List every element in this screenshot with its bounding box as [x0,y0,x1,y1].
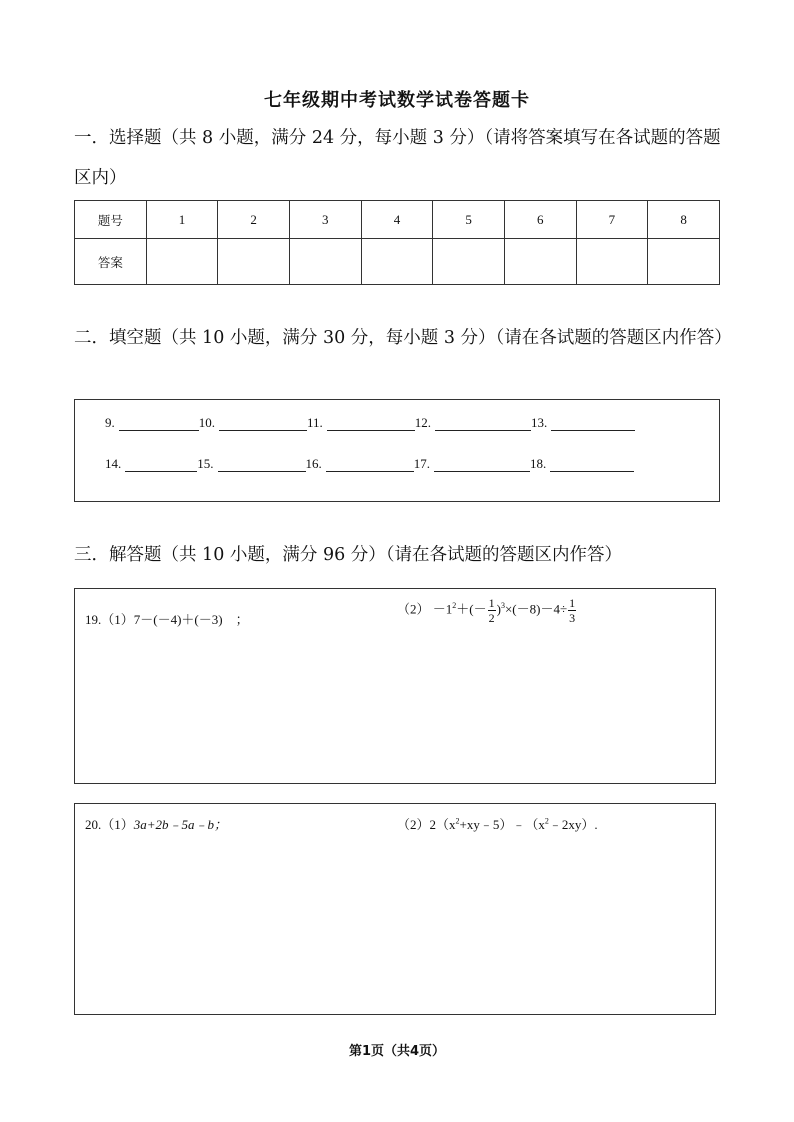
q20-part1-expression: 3a+2b﹣5a﹣b； [133,817,228,832]
fill-number: 12. [414,415,432,430]
fill-blank[interactable] [435,418,531,431]
q19-part2 [397,597,577,624]
fill-item-11 [307,415,415,431]
fill-number: 18. [530,456,547,471]
expr-segment: ×(－8)－4÷ [504,601,568,617]
question-number-label: 题号 [75,201,147,239]
fill-blank[interactable] [219,418,307,431]
denominator: 2 [488,611,495,625]
answer-table-header-row [75,201,720,239]
q19-part2-label: （2） [397,601,430,617]
numerator: 1 [569,596,576,610]
answer-cell[interactable] [504,239,576,285]
denominator: 3 [569,611,576,625]
question-number: 8 [648,201,720,239]
fill-item-12 [415,415,531,431]
question-number: 7 [576,201,648,239]
section3-heading: 三．解答题（共 10 小题，满分 96 分）（请在各试题的答题区内作答） [74,545,623,565]
question-number: 4 [361,201,433,239]
question-number: 5 [433,201,505,239]
fill-number: 11. [307,415,323,430]
question-number: 1 [146,201,218,239]
expr-segment: ＋(－ [456,601,487,617]
fill-number: 9. [105,415,115,430]
answer-cell[interactable] [576,239,648,285]
q19-label: 19.（1） [85,612,134,627]
expr-segment: +xy﹣5）﹣（x [459,817,545,832]
page-title: 七年级期中考试数学试卷答题卡 [264,90,530,111]
fill-item-14 [105,456,197,472]
fill-number: 16. [305,456,322,471]
fill-row-2 [105,456,634,472]
answer-table [74,200,720,285]
answer-label: 答案 [75,239,147,285]
fill-item-17 [414,456,530,472]
fill-blank[interactable] [550,459,634,472]
fill-number: 17. [413,456,430,471]
q19-answer-box[interactable] [74,588,716,784]
q20-label: 20.（1） [85,817,134,832]
q19-part1 [85,609,249,628]
fill-number: 14. [105,456,122,471]
fill-item-10 [199,415,307,431]
answer-cell[interactable] [289,239,361,285]
answer-cell[interactable] [361,239,433,285]
fill-blank[interactable] [551,418,635,431]
fraction-one-third [568,597,576,624]
fill-number: 10. [198,415,215,430]
q20-answer-box[interactable] [74,803,716,1015]
fill-item-13 [531,415,635,431]
fill-item-9 [105,415,199,431]
question-number: 6 [504,201,576,239]
fill-item-16 [306,456,414,472]
answer-cell[interactable] [433,239,505,285]
expr-segment: 2（x [429,817,456,832]
answer-cell[interactable] [146,239,218,285]
fill-blank[interactable] [326,459,414,472]
answer-table-answer-row [75,239,720,285]
fill-number: 13. [531,415,548,430]
answer-cell[interactable] [648,239,720,285]
section2-heading: 二．填空题（共 10 小题，满分 30 分，每小题 3 分）（请在各试题的答题区内作答） [74,328,732,348]
fill-item-18 [530,456,634,472]
fraction-one-half [488,597,496,624]
expr-segment: ) [496,601,501,617]
fill-blank[interactable] [434,459,530,472]
fill-blank[interactable] [119,418,199,431]
exponent: 3 [500,601,505,611]
q19-part1-expression: 7－(－4)＋(－3) ； [133,612,249,627]
fill-row-1 [105,415,635,431]
expr-segment: －1 [432,601,453,617]
page-footer: 第1页（共4页） [348,1044,446,1059]
question-number: 2 [218,201,290,239]
answer-cell[interactable] [218,239,290,285]
q20-part2-label: （2） [397,817,430,832]
expr-segment: ﹣2xy）. [548,817,598,832]
section1-heading: 一．选择题（共 8 小题，满分 24 分，每小题 3 分）（请将答案填写在各试题的答题区内） [74,128,721,188]
exponent: 2 [544,816,549,826]
fill-blank[interactable] [125,459,197,472]
fill-blank[interactable] [327,418,415,431]
numerator: 1 [488,596,495,610]
exponent: 2 [455,816,460,826]
fill-item-15 [197,456,305,472]
q20-part1 [85,814,227,833]
fill-in-box [74,399,720,502]
fill-number: 15. [197,456,214,471]
exponent: 2 [452,601,457,611]
fill-blank[interactable] [218,459,306,472]
q20-part2 [397,814,598,833]
question-number: 3 [289,201,361,239]
